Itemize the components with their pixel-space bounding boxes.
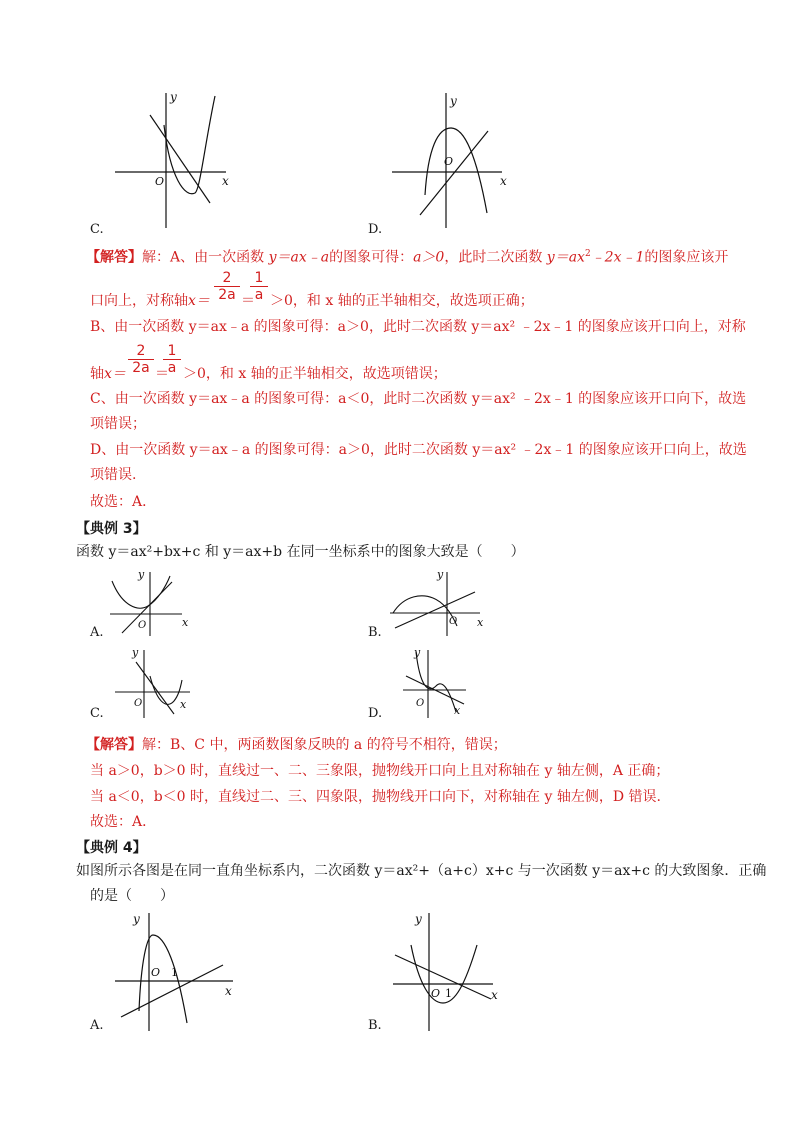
answer2-line9: 故选：A． [90,494,157,510]
example3-answer-line1: 【解答】解：B、C 中，两函数图象反映的 a 的符号不相符，错误； [86,737,507,753]
svg-text:O: O [416,698,425,709]
example4-graph-b [385,905,515,1033]
graph-top-c [100,88,250,238]
axis-y-label: y [170,90,177,104]
svg-text:O: O [449,616,458,627]
svg-text:O: O [431,987,441,1000]
example3-answer-line2: 当 a＞0，b＞0 时，直线过一、二、三象限，抛物线开口向上且对称轴在 y 轴左侧，A 正确； [90,763,670,779]
option-d-label: D. [368,222,383,237]
answer2-line8: 项错误. [90,467,137,483]
example3-option-c: C. [90,706,104,721]
example3-answer-line3: 当 a＜0，b＜0 时，直线过二、三、四象限，抛物线开口向下，对称轴在 y 轴左侧，D 错误. [90,789,661,805]
axis-x-label: x [500,174,507,188]
example3-graph-d [398,646,478,722]
answer-tag: 【解答】 [86,249,142,266]
svg-text:x: x [491,988,498,1002]
svg-text:1: 1 [171,966,178,979]
svg-text:y: y [414,646,421,659]
svg-text:O: O [138,620,147,631]
answer2-line3: B、由一次函数 y＝ax﹣a 的图象可得：a＞0，此时二次函数 y＝ax² ﹣2x﹣1 的图象应该开口向上，对称 [90,319,746,335]
answer2-line5: C、由一次函数 y＝ax﹣a 的图象可得：a＜0，此时二次函数 y＝ax² ﹣2x﹣1 的图象应该开口向下，故选 [90,391,747,407]
fraction-1-over-a: $\frac{1}{a}$ [250,270,268,303]
axis-x-label: x [222,174,229,188]
svg-text:y: y [133,912,140,926]
svg-text:y: y [132,646,139,659]
fraction-2-over-2a-b: $\frac{2}{2a}$ [128,343,154,376]
answer2-line7: D、由一次函数 y＝ax﹣a 的图象可得：a＞0，此时二次函数 y＝ax² ﹣2x﹣1 的图象应该开口向上，故选 [90,442,747,458]
svg-text:O: O [151,966,161,979]
example4-question-line1: 如图所示各图是在同一直角坐标系内，二次函数 y＝ax²+（a+c）x+c 与一次函数 y＝ax+c 的大致图象．正确 [76,863,767,879]
example3-graph-a [100,566,200,638]
example4-heading: 【典例 4】 [76,840,147,856]
svg-text:y: y [437,568,444,581]
svg-text:y: y [138,568,145,581]
answer2-line2: 口向上，对称轴x＝ [90,293,210,309]
answer2-line4: 轴x＝ [90,366,126,382]
option-c-label: C. [90,222,104,237]
svg-text:x: x [225,984,232,998]
origin-label: O [155,175,165,188]
fraction-2-over-2a: $\frac{2}{2a}$ [214,270,240,303]
svg-text:x: x [180,698,187,711]
example4-question-line2: 的是（ ） [90,888,174,904]
example3-question: 函数 y＝ax²+bx+c 和 y＝ax+b 在同一坐标系中的图象大致是（ ） [76,544,525,560]
example4-graph-a [105,905,245,1033]
axis-y-label: y [450,94,457,108]
equal-sign: ＝ [241,293,255,309]
svg-text:x: x [454,704,461,717]
answer2-line6: 项错误； [90,416,146,432]
svg-text:O: O [134,698,143,709]
answer2-line1: 【解答】解：A、由一次函数 y＝ax﹣a的图象可得：a＞0，此时二次函数 $y=ax^2﹣2x﹣1$的图象应该开 [86,249,729,266]
example4-option-a: A. [90,1018,104,1033]
example3-graph-c [110,646,200,722]
answer2-line4-end: ＞0，和 x 轴的正半轴相交，故选项错误； [183,366,447,382]
example3-heading: 【典例 3】 [76,521,147,537]
svg-text:x: x [182,616,189,629]
example3-option-a: A. [90,625,104,640]
example3-option-b: B. [368,625,382,640]
example4-option-b: B. [368,1018,382,1033]
graph-top-d [380,88,530,238]
example3-answer-line4: 故选：A． [90,814,157,830]
example3-graph-b [385,566,485,638]
svg-text:1: 1 [445,987,452,1000]
equal-sign-b: ＝ [155,366,169,382]
example3-option-d: D. [368,706,383,721]
svg-text:y: y [415,912,422,926]
fraction-1-over-a-b: $\frac{1}{a}$ [163,343,181,376]
answer2-line2-end: ＞0，和 x 轴的正半轴相交，故选项正确； [270,293,534,309]
svg-text:x: x [477,616,484,629]
origin-label: O [444,155,454,168]
